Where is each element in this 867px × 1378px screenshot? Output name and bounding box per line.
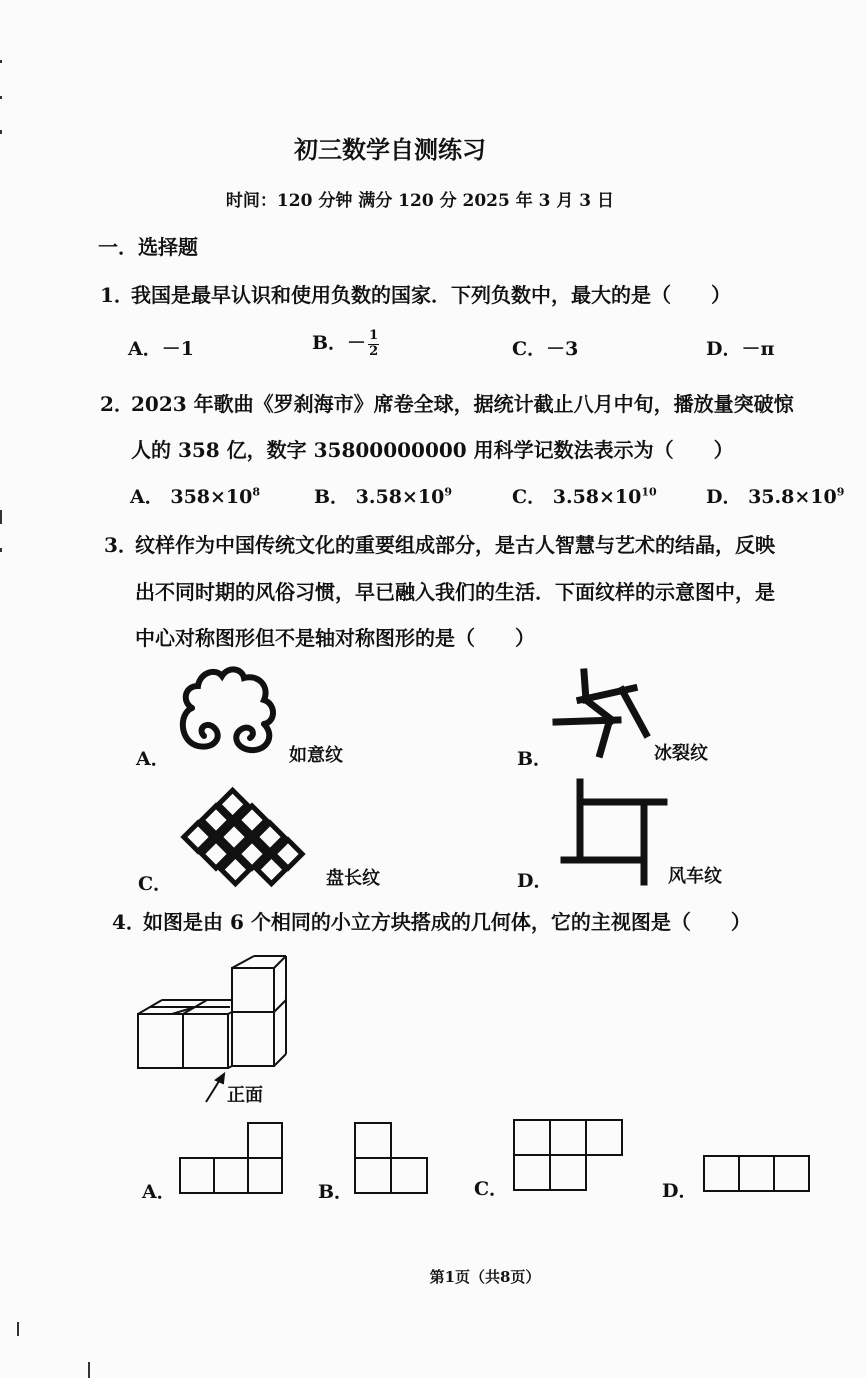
q1-option-a: A．－1	[128, 338, 194, 360]
q2-option-a-exp: 8	[252, 485, 261, 499]
q1-option-c: C．－3	[512, 338, 579, 360]
q3-option-d-name: 风车纹	[668, 866, 722, 887]
q3-line3: 中心对称图形但不是轴对称图形的是（ ）	[135, 626, 535, 650]
scan-speck	[88, 1362, 90, 1378]
scan-speck	[0, 510, 2, 524]
q3-option-b-letter: B．	[517, 748, 553, 770]
q2-line1: 2023 年歌曲《罗刹海市》席卷全球，据统计截止八月中旬，播放量突破惊	[131, 392, 794, 416]
q2-option-a-base: A． 358×10	[130, 486, 253, 508]
q3-line2: 出不同时期的风俗习惯，早已融入我们的生活．下面纹样的示意图中，是	[135, 580, 775, 604]
scan-speck	[0, 96, 2, 99]
q1-option-b	[312, 328, 379, 359]
scan-speck	[0, 130, 2, 134]
q4-number: 4．	[112, 910, 146, 934]
q1-option-d: D．－π	[706, 338, 775, 360]
section-title: 一．选择题	[98, 235, 198, 259]
q1-text: 我国是最早认识和使用负数的国家．下列负数中，最大的是（ ）	[131, 283, 731, 307]
page-title: 初三数学自测练习	[294, 135, 486, 164]
q2-number: 2．	[100, 392, 134, 416]
ruyi-pattern-figure	[172, 664, 288, 760]
fraction-numerator: 1	[369, 328, 379, 344]
q2-option-b	[314, 482, 452, 509]
windmill-pattern-figure	[560, 778, 670, 886]
scan-speck	[17, 1322, 19, 1336]
q4-option-a-view	[176, 1120, 286, 1196]
q4-option-b-letter: B．	[318, 1181, 354, 1203]
q3-number: 3．	[104, 533, 138, 557]
q2-line2: 人的 358 亿，数字 35800000000 用科学记数法表示为（ ）	[131, 438, 734, 462]
page-number: 第1页（共8页）	[429, 1268, 541, 1286]
q2-option-d	[706, 482, 844, 509]
endless-knot-pattern-figure	[180, 794, 316, 886]
q4-text: 如图是由 6 个相同的小立方块搭成的几何体，它的主视图是（ ）	[143, 910, 751, 934]
q3-option-c-name: 盘长纹	[326, 868, 380, 889]
exam-info: 时间：120 分钟 满分 120 分 2025 年 3 月 3 日	[225, 191, 615, 211]
ice-crack-pattern-figure	[552, 668, 652, 760]
front-label: 正面	[227, 1085, 263, 1106]
q2-option-b-base: B． 3.58×10	[314, 486, 445, 508]
q3-option-a-letter: A．	[136, 748, 170, 770]
arrow-up-right-icon	[202, 1072, 228, 1106]
q2-option-c	[512, 482, 657, 509]
q3-option-b-name: 冰裂纹	[654, 743, 708, 764]
fraction-denominator: 2	[369, 343, 379, 359]
q2-option-d-base: D． 35.8×10	[706, 486, 837, 508]
q2-option-d-exp: 9	[836, 485, 845, 499]
q2-option-a	[130, 482, 260, 509]
cube-solid-figure	[132, 950, 292, 1074]
q3-option-d-letter: D．	[517, 870, 553, 892]
q4-option-c-view	[510, 1117, 626, 1193]
q4-option-d-view	[700, 1152, 814, 1196]
q1-option-b-fraction	[368, 329, 379, 359]
q2-option-c-exp: 10	[641, 485, 657, 499]
q3-line1: 纹样作为中国传统文化的重要组成部分，是古人智慧与艺术的结晶，反映	[135, 533, 775, 557]
q1-number: 1．	[100, 283, 134, 307]
scan-speck	[0, 548, 2, 552]
q1-option-b-label: B．－	[312, 332, 367, 354]
q4-option-a-letter: A．	[142, 1181, 176, 1203]
q2-option-c-base: C． 3.58×10	[512, 486, 642, 508]
q4-option-c-letter: C．	[474, 1178, 509, 1200]
q4-option-b-view	[352, 1120, 432, 1196]
q3-option-c-letter: C．	[138, 873, 173, 895]
q4-option-d-letter: D．	[662, 1180, 698, 1202]
q3-option-a-name: 如意纹	[289, 745, 343, 766]
q2-option-b-exp: 9	[444, 485, 452, 499]
scan-speck	[0, 60, 2, 63]
